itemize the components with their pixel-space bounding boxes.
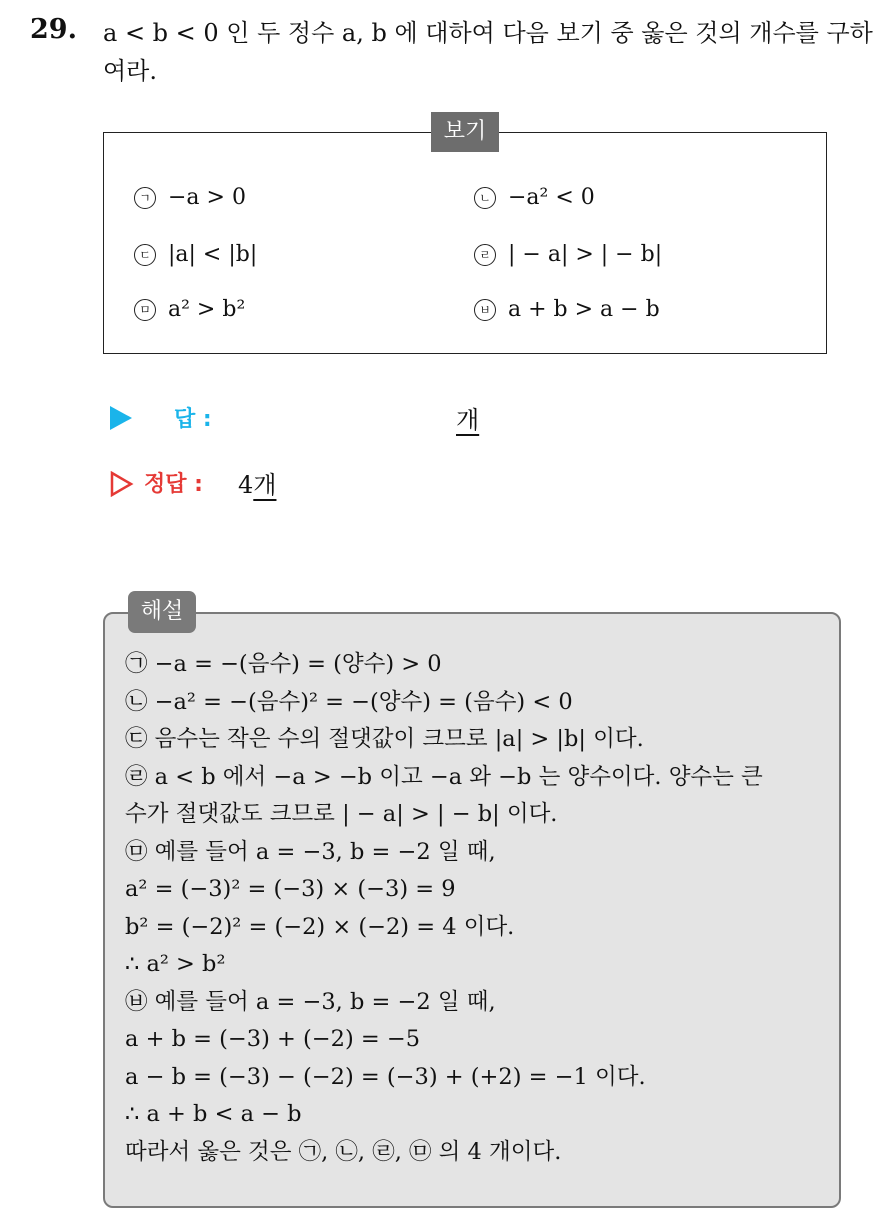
choice-marker: ㅂ <box>474 299 496 321</box>
choices-box <box>103 132 827 354</box>
solution-line: ㉠ −a = −(음수) = (양수) > 0 <box>125 651 442 677</box>
solution-title: 해설 <box>128 591 196 633</box>
choices-title: 보기 <box>431 112 499 152</box>
solution-lines <box>125 646 837 1171</box>
choice-text: |a| < |b| <box>168 242 258 267</box>
choice-text: a + b > a − b <box>508 297 660 322</box>
solution-line: ㉢ 음수는 작은 수의 절댓값이 크므로 |a| > |b| 이다. <box>125 726 644 752</box>
choice-marker: ㄹ <box>474 244 496 266</box>
choice-text: −a > 0 <box>168 185 246 210</box>
answer-label: 답 : <box>174 407 212 432</box>
choice-item <box>134 185 246 210</box>
correct-number: 4 <box>238 471 254 499</box>
correct-triangle-icon <box>110 471 134 497</box>
choice-text: −a² < 0 <box>508 185 595 210</box>
correct-value <box>238 465 276 500</box>
solution-line: a − b = (−3) − (−2) = (−3) + (+2) = −1 이다. <box>125 1063 646 1090</box>
correct-unit: 개 <box>253 471 277 499</box>
solution-line: 수가 절댓값도 크므로 | − a| > | − b| 이다. <box>125 801 558 827</box>
choice-item <box>134 242 257 267</box>
choice-item <box>134 297 245 322</box>
solution-line: ㉥ 예를 들어 a = −3, b = −2 일 때, <box>125 988 496 1015</box>
solution-line: ㉡ −a² = −(음수)² = −(양수) = (음수) < 0 <box>125 688 573 715</box>
choice-item <box>474 297 660 322</box>
question-number: 29. <box>30 14 77 45</box>
choice-marker: ㄴ <box>474 187 496 209</box>
choice-marker: ㄱ <box>134 187 156 209</box>
solution-line: b² = (−2)² = (−2) × (−2) = 4 이다. <box>125 913 515 940</box>
choice-text: a² > b² <box>168 297 246 322</box>
solution-line: ∴ a + b < a − b <box>125 1101 302 1127</box>
question-text: a < b < 0 인 두 정수 a, b 에 대하여 다음 보기 중 옳은 것의 개수를 구하여라. <box>103 19 873 85</box>
solution-line: a² = (−3)² = (−3) × (−3) = 9 <box>125 876 456 902</box>
choice-marker: ㄷ <box>134 244 156 266</box>
solution-line: ∴ a² > b² <box>125 951 226 977</box>
choice-item <box>474 242 662 267</box>
solution-line: a + b = (−3) + (−2) = −5 <box>125 1026 421 1052</box>
choice-item <box>474 185 595 210</box>
choice-marker: ㅁ <box>134 299 156 321</box>
solution-line: ㉣ a < b 에서 −a > −b 이고 −a 와 −b 는 양수이다. 양수는 큰 <box>125 763 763 790</box>
solution-line: ㉤ 예를 들어 a = −3, b = −2 일 때, <box>125 838 496 865</box>
solution-line: 따라서 옳은 것은 ㉠, ㉡, ㉣, ㉤ 의 4 개이다. <box>125 1138 562 1165</box>
correct-label: 정답 : <box>144 472 203 497</box>
answer-triangle-icon <box>110 406 132 430</box>
choice-text: | − a| > | − b| <box>508 242 663 267</box>
answer-unit[interactable]: 개 <box>456 406 480 434</box>
